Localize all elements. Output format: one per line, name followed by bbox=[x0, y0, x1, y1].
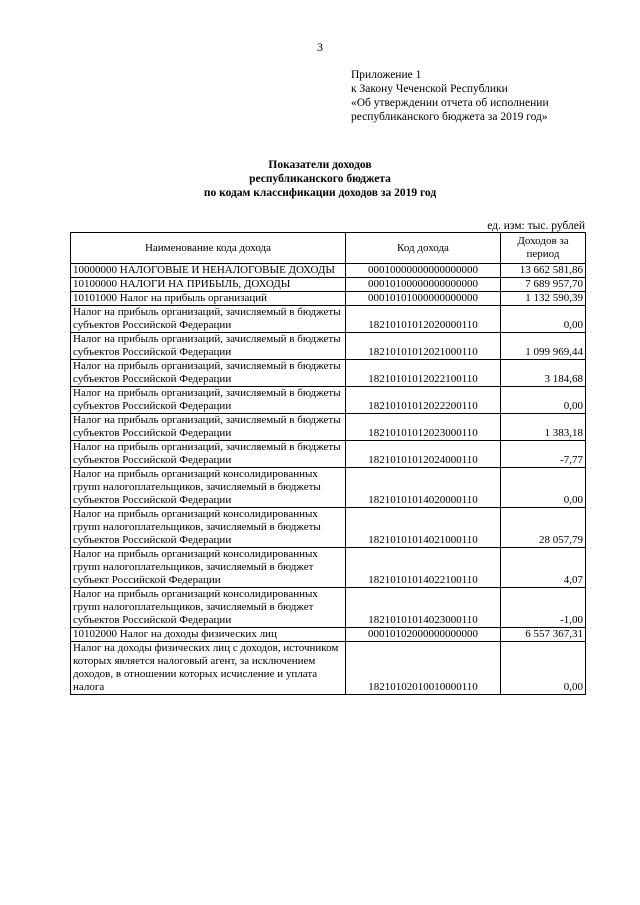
amount-cell: 1 099 969,44 bbox=[501, 333, 586, 360]
table-row bbox=[71, 292, 586, 306]
name-cell: 10101000 Налог на прибыль организаций bbox=[71, 292, 346, 306]
name-cell: Налог на прибыль организаций, зачисляемый в бюджеты субъектов Российской Федерации bbox=[71, 333, 346, 360]
table-row bbox=[71, 628, 586, 642]
amount-cell: 1 383,18 bbox=[501, 414, 586, 441]
code-cell: 18210101014021000110 bbox=[346, 508, 501, 548]
document-title bbox=[0, 158, 640, 200]
table-row bbox=[71, 548, 586, 588]
amount-cell: 7 689 957,70 bbox=[501, 278, 586, 292]
code-cell: 18210101012021000110 bbox=[346, 333, 501, 360]
table-row bbox=[71, 441, 586, 468]
appendix-line: республиканского бюджета за 2019 год» bbox=[351, 111, 548, 123]
code-cell: 18210101014023000110 bbox=[346, 588, 501, 628]
code-cell: 00010000000000000000 bbox=[346, 264, 501, 278]
appendix-caption bbox=[351, 68, 549, 124]
code-cell: 18210101014020000110 bbox=[346, 468, 501, 508]
code-cell: 18210101014022100110 bbox=[346, 548, 501, 588]
name-cell: Налог на прибыль организаций консолидированных групп налогоплательщиков, зачисляемый в бюджет субъект Российской Федерации bbox=[71, 548, 346, 588]
amount-cell: 0,00 bbox=[501, 387, 586, 414]
name-cell: Налог на прибыль организаций, зачисляемый в бюджеты субъектов Российской Федерации bbox=[71, 306, 346, 333]
appendix-line: Приложение 1 bbox=[351, 69, 422, 81]
table-row bbox=[71, 588, 586, 628]
name-cell: 10000000 НАЛОГОВЫЕ И НЕНАЛОГОВЫЕ ДОХОДЫ bbox=[71, 264, 346, 278]
amount-cell: -1,00 bbox=[501, 588, 586, 628]
income-table bbox=[70, 232, 586, 695]
code-cell: 18210101012020000110 bbox=[346, 306, 501, 333]
code-cell: 18210101012022200110 bbox=[346, 387, 501, 414]
name-cell: Налог на прибыль организаций, зачисляемый в бюджеты субъектов Российской Федерации bbox=[71, 441, 346, 468]
amount-cell: 0,00 bbox=[501, 468, 586, 508]
table-row bbox=[71, 642, 586, 695]
title-line: по кодам классификации доходов за 2019 год bbox=[203, 187, 437, 199]
amount-cell: -7,77 bbox=[501, 441, 586, 468]
name-cell: Налог на доходы физических лиц с доходов, источником которых является налоговый агент, за исключением доходов, в отношении которых исчисление и уплата налога bbox=[71, 642, 346, 695]
header-amount: Доходов за период bbox=[501, 233, 586, 264]
name-cell: 10100000 НАЛОГИ НА ПРИБЫЛЬ, ДОХОДЫ bbox=[71, 278, 346, 292]
code-cell: 18210101012023000110 bbox=[346, 414, 501, 441]
page-number: 3 bbox=[317, 40, 323, 54]
appendix-line: к Закону Чеченской Республики bbox=[351, 83, 508, 95]
name-cell: Налог на прибыль организаций, зачисляемый в бюджеты субъектов Российской Федерации bbox=[71, 387, 346, 414]
amount-cell: 0,00 bbox=[501, 306, 586, 333]
table-row bbox=[71, 306, 586, 333]
table-row bbox=[71, 468, 586, 508]
code-cell: 18210101012024000110 bbox=[346, 441, 501, 468]
name-cell: Налог на прибыль организаций, зачисляемый в бюджеты субъектов Российской Федерации bbox=[71, 414, 346, 441]
code-cell: 18210102010010000110 bbox=[346, 642, 501, 695]
header-name: Наименование кода дохода bbox=[71, 233, 346, 264]
code-cell: 18210101012022100110 bbox=[346, 360, 501, 387]
amount-cell: 28 057,79 bbox=[501, 508, 586, 548]
name-cell: Налог на прибыль организаций консолидированных групп налогоплательщиков, зачисляемый в бюджет субъектов Российской Федерации bbox=[71, 588, 346, 628]
name-cell: Налог на прибыль организаций, зачисляемый в бюджеты субъектов Российской Федерации bbox=[71, 360, 346, 387]
table-row bbox=[71, 278, 586, 292]
table-row bbox=[71, 360, 586, 387]
amount-cell: 1 132 590,39 bbox=[501, 292, 586, 306]
amount-cell: 3 184,68 bbox=[501, 360, 586, 387]
table-header-row bbox=[71, 233, 586, 264]
title-line: Показатели доходов bbox=[268, 159, 372, 171]
amount-cell: 4,07 bbox=[501, 548, 586, 588]
name-cell: Налог на прибыль организаций консолидированных групп налогоплательщиков, зачисляемый в бюджеты субъектов Российской Федерации bbox=[71, 468, 346, 508]
code-cell: 00010100000000000000 bbox=[346, 278, 501, 292]
amount-cell: 0,00 bbox=[501, 642, 586, 695]
name-cell: 10102000 Налог на доходы физических лиц bbox=[71, 628, 346, 642]
table-row bbox=[71, 387, 586, 414]
name-cell: Налог на прибыль организаций консолидированных групп налогоплательщиков, зачисляемый в бюджеты субъектов Российской Федерации bbox=[71, 508, 346, 548]
appendix-line: «Об утверждении отчета об исполнении bbox=[351, 97, 549, 109]
amount-cell: 13 662 581,86 bbox=[501, 264, 586, 278]
table-row bbox=[71, 264, 586, 278]
table-body bbox=[71, 264, 586, 695]
table-row bbox=[71, 414, 586, 441]
table-row bbox=[71, 508, 586, 548]
code-cell: 00010101000000000000 bbox=[346, 292, 501, 306]
header-code: Код дохода bbox=[346, 233, 501, 264]
title-line: республиканского бюджета bbox=[249, 173, 391, 185]
code-cell: 00010102000000000000 bbox=[346, 628, 501, 642]
amount-cell: 6 557 367,31 bbox=[501, 628, 586, 642]
table-row bbox=[71, 333, 586, 360]
units-label: ед. изм: тыс. рублей bbox=[487, 220, 585, 232]
